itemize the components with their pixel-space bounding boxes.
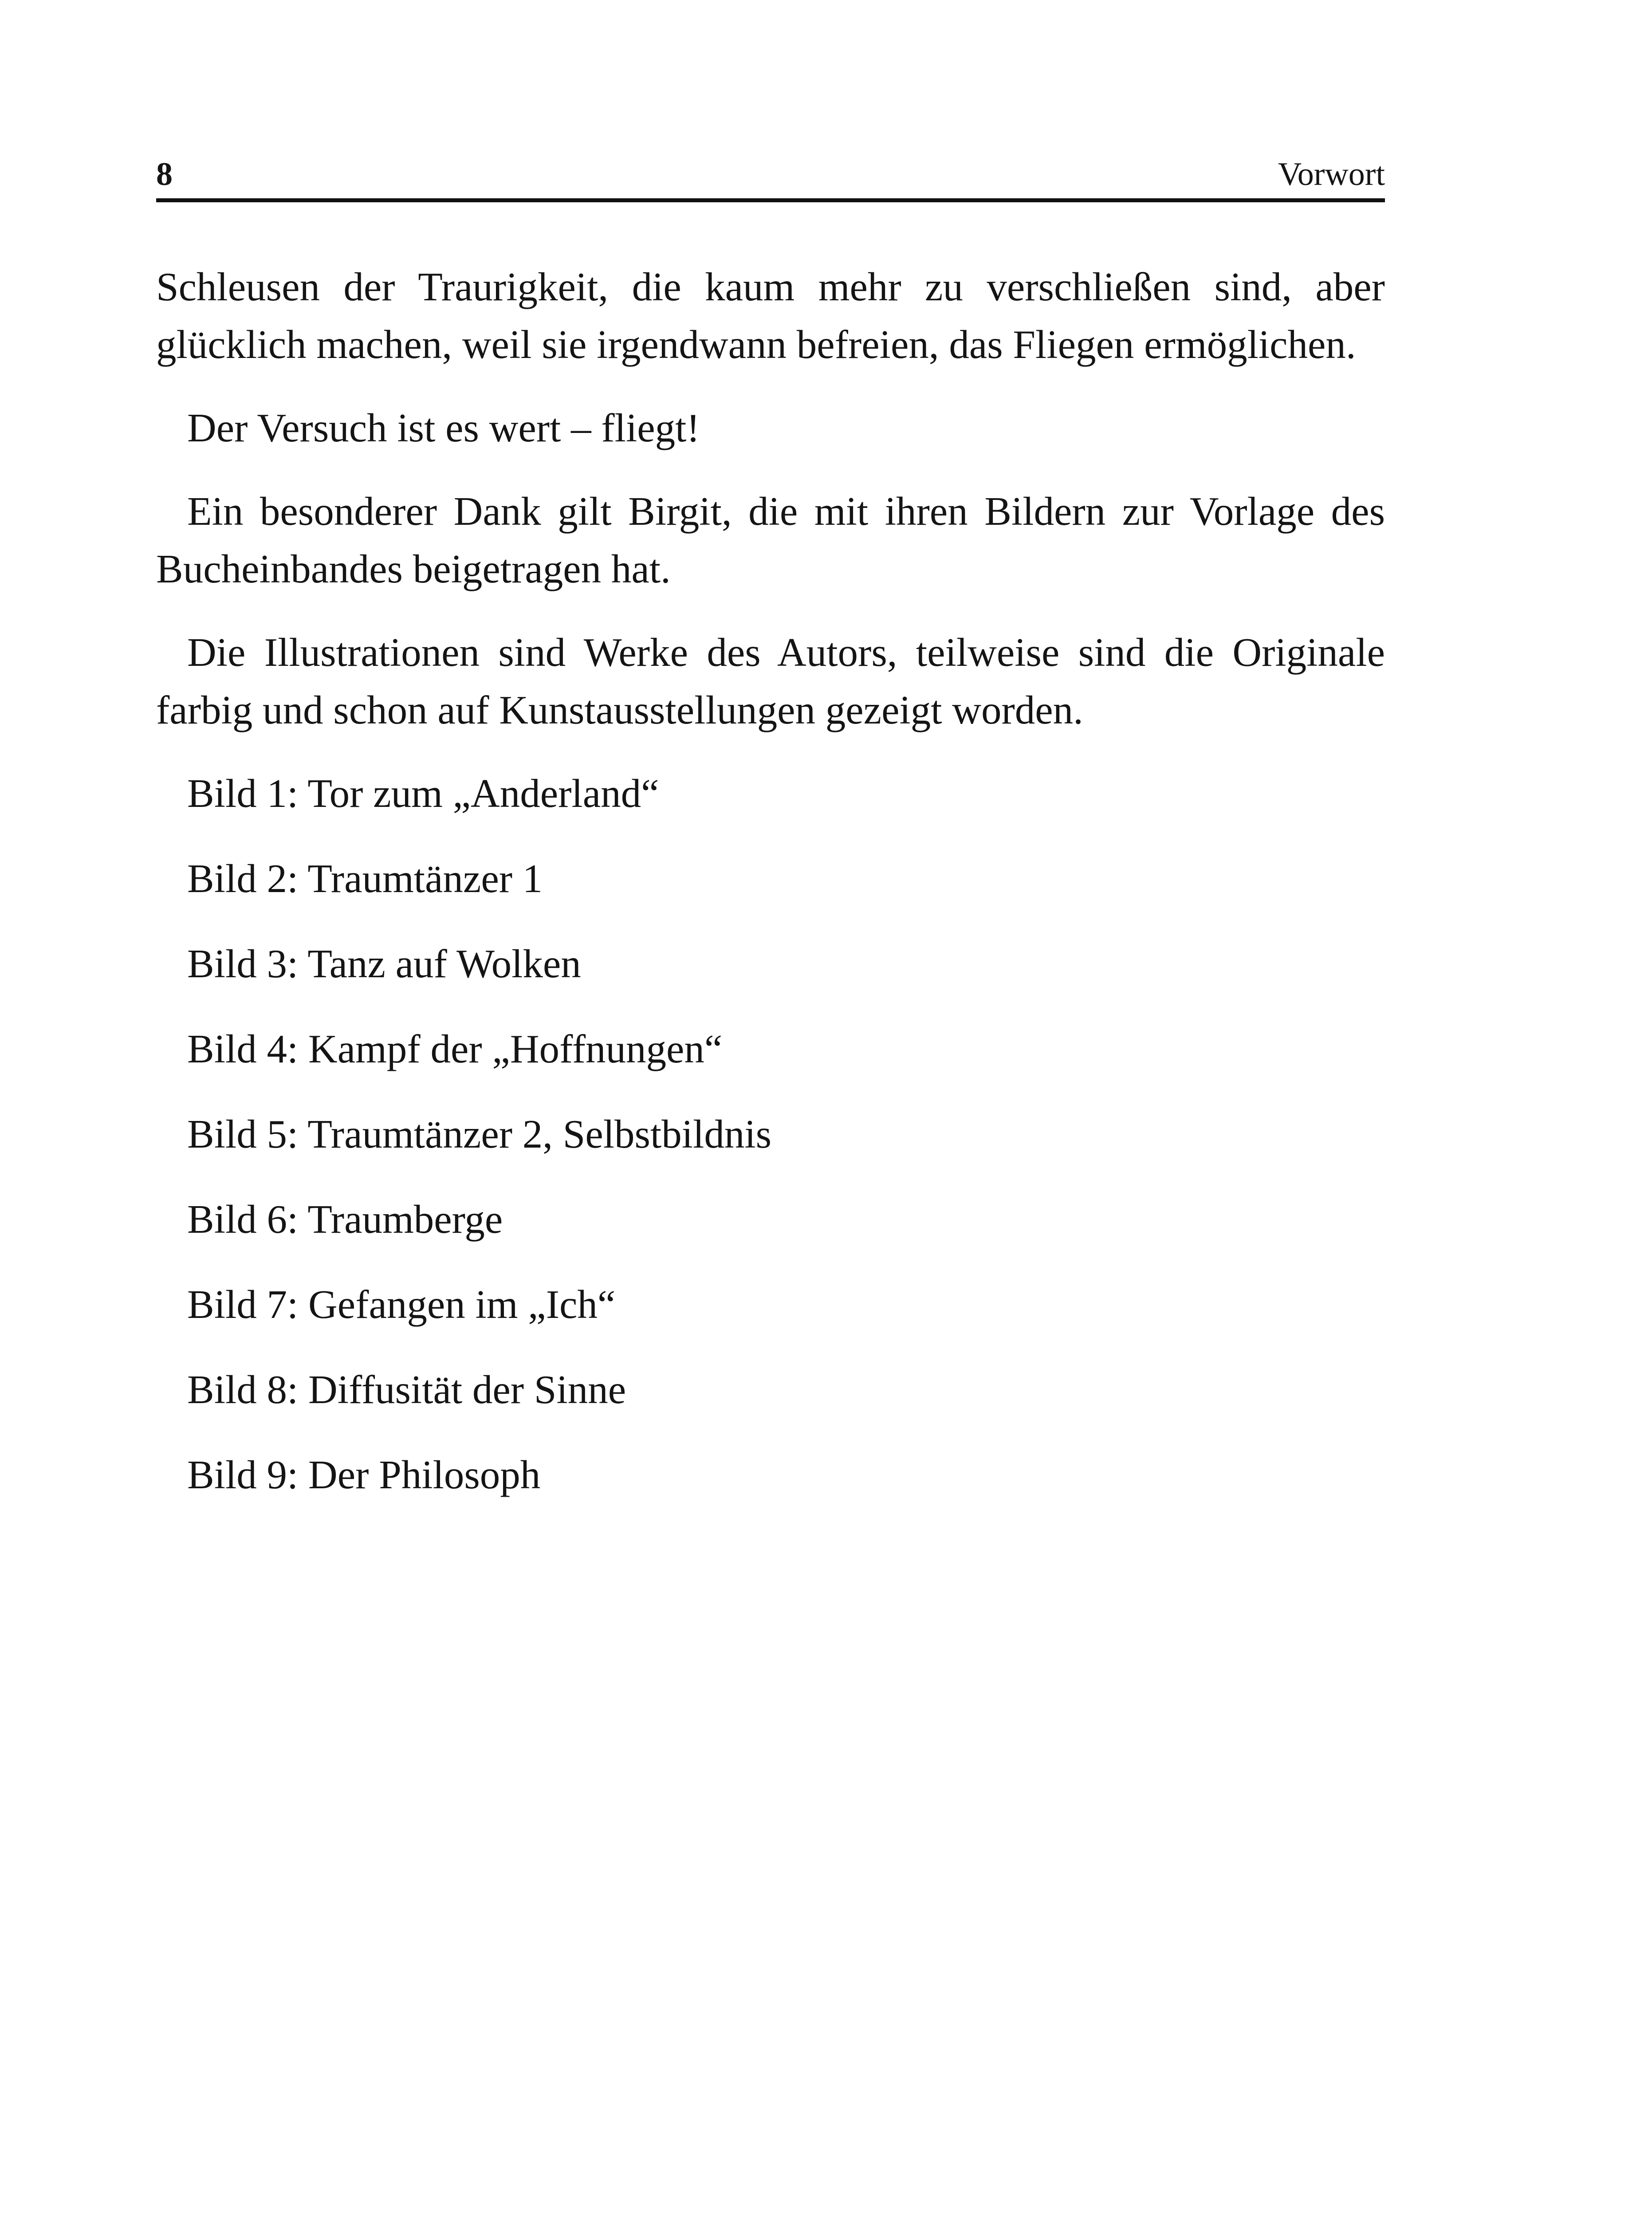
illustration-list-item: Bild 4: Kampf der „Hoffnungen“: [187, 1026, 723, 1071]
paragraph: Der Versuch ist es wert – fliegt!: [187, 405, 700, 450]
page-number: 8: [156, 156, 173, 193]
paragraph: Die Illustrationen sind Werke des Autors, teilweise sind die Originale farbig und schon auf Kunstausstellungen gezeigt worden.: [156, 630, 1385, 732]
illustration-list-item: Bild 6: Traumberge: [187, 1197, 503, 1242]
running-header: [156, 149, 1385, 202]
illustration-list-item: Bild 8: Diffusität der Sinne: [187, 1367, 626, 1412]
illustration-list-item: Bild 9: Der Philosoph: [187, 1452, 541, 1497]
illustration-list-item: Bild 2: Traumtänzer 1: [187, 856, 543, 901]
section-title: Vorwort: [1278, 156, 1385, 193]
illustration-list-item: Bild 5: Traumtänzer 2, Selbstbildnis: [187, 1112, 772, 1156]
paragraph: Schleusen der Traurigkeit, die kaum mehr zu verschließen sind, aber glücklich machen, weil sie irgendwann befreien, das Fliegen ermöglichen.: [156, 264, 1385, 367]
illustration-list-item: Bild 7: Gefangen im „Ich“: [187, 1282, 616, 1327]
paragraph: Ein besonderer Dank gilt Birgit, die mit ihren Bildern zur Vorlage des Bucheinbandes beigetragen hat.: [156, 489, 1385, 591]
illustration-list-item: Bild 1: Tor zum „Anderland“: [187, 771, 659, 816]
body-text: [156, 258, 1385, 1531]
illustration-list-item: Bild 3: Tanz auf Wolken: [187, 941, 581, 986]
